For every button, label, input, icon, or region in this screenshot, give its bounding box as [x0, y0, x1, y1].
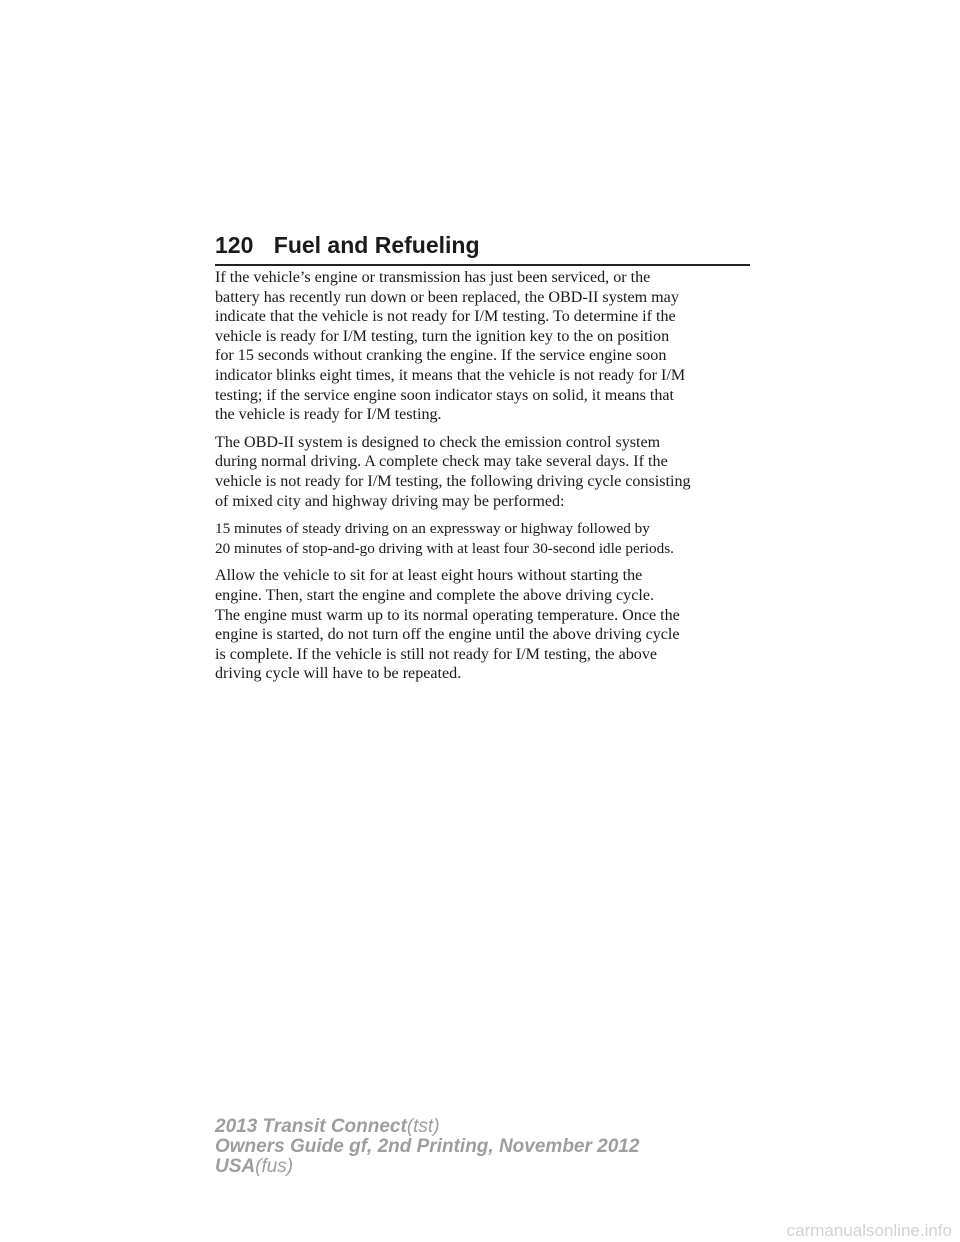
- watermark-strip: [0, 1221, 960, 1242]
- text-line: The engine must warm up to its normal operating temperature. Once the: [215, 606, 680, 624]
- text-line: testing; if the service engine soon indicator stays on solid, it means that: [215, 386, 675, 404]
- text-line: indicate that the vehicle is not ready for I/M testing. To determine if the: [215, 308, 676, 326]
- text-line: during normal driving. A complete check may take several days. If the: [215, 453, 668, 471]
- text-line: engine is started, do not turn off the engine until the above driving cycle: [215, 626, 680, 644]
- text-line: engine. Then, start the engine and complete the above driving cycle.: [215, 586, 654, 604]
- footer-market-code: (fus): [255, 1156, 294, 1177]
- paragraph-warm-up: [215, 566, 760, 684]
- text-line: vehicle is ready for I/M testing, turn the ignition key to the on position: [215, 327, 670, 345]
- page-header: [215, 228, 750, 266]
- footer-market: USA: [215, 1156, 256, 1177]
- text-line: If the vehicle’s engine or transmission has just been serviced, or the: [215, 269, 651, 286]
- paragraph-driving-cycle: [215, 519, 760, 558]
- paragraph-obd-system: [215, 433, 760, 511]
- page-footer: [215, 1117, 735, 1177]
- watermark-text: carmanualsonline.info: [786, 1221, 952, 1240]
- text-line: of mixed city and highway driving may be performed:: [215, 492, 565, 510]
- paragraph-obd-readiness: [215, 268, 760, 425]
- text-line: driving cycle will have to be repeated.: [215, 665, 462, 683]
- section-title: Fuel and Refueling: [273, 232, 480, 258]
- page-number: 120: [215, 232, 254, 258]
- text-line: 15 minutes of steady driving on an expressway or highway followed by: [215, 520, 650, 538]
- footer-model-line: [215, 1117, 735, 1137]
- text-line: The OBD-II system is designed to check the emission control system: [215, 433, 661, 451]
- text-line: for 15 seconds without cranking the engine. If the service engine soon: [215, 347, 667, 365]
- footer-model-code: (tst): [406, 1116, 440, 1137]
- text-line: vehicle is not ready for I/M testing, the following driving cycle consisting: [215, 472, 691, 490]
- text-line: 20 minutes of stop-and-go driving with at least four 30-second idle periods.: [215, 539, 674, 557]
- footer-guide-line: Owners Guide gf, 2nd Printing, November 2012: [215, 1136, 640, 1157]
- footer-model: 2013 Transit Connect: [215, 1116, 407, 1137]
- text-line: the vehicle is ready for I/M testing.: [215, 406, 442, 424]
- text-line: is complete. If the vehicle is still not ready for I/M testing, the above: [215, 645, 658, 663]
- text-line: indicator blinks eight times, it means that the vehicle is not ready for I/M: [215, 366, 686, 384]
- text-line: battery has recently run down or been replaced, the OBD-II system may: [215, 288, 679, 306]
- body-text: [215, 268, 760, 692]
- footer-market-line: [215, 1157, 735, 1177]
- text-line: Allow the vehicle to sit for at least eight hours without starting the: [215, 567, 643, 585]
